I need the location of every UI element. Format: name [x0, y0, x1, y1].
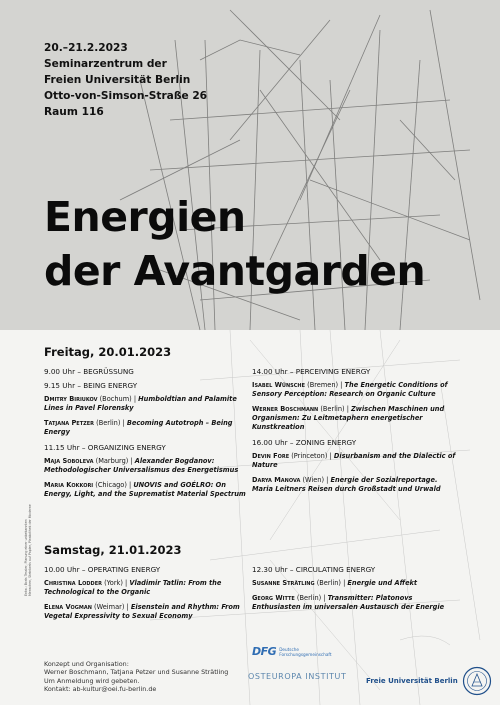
talk-title: Zwischen Maschinen und Organismen: Zu Leitmetaphern energetischer Kunstkreation — [252, 405, 445, 431]
speaker-affiliation: (Bremen) | — [305, 381, 345, 389]
speaker-name: Tatjana Petzer — [44, 419, 95, 427]
talk-title: UNOVIS and GOÉLRO: On Energy, Light, and the Suprematist Material Spectrum — [44, 481, 246, 498]
speaker-affiliation: (Berlin) | — [294, 594, 328, 602]
speaker-name: Elena Vogman — [44, 603, 92, 611]
talk-entry — [44, 579, 249, 597]
time-slot: 11.15 Uhr – ORGANIZING ENERGY — [44, 443, 166, 452]
event-date: 20.–21.2.2023 — [44, 42, 128, 54]
speaker-affiliation: (Weimar) | — [91, 603, 131, 611]
day-heading-saturday: Samstag, 21.01.2023 — [44, 543, 182, 557]
speaker-name: Georg Witte — [252, 594, 295, 602]
speaker-name: Darya Manova — [252, 476, 301, 484]
speaker-name: Maja Soboleva — [44, 457, 94, 465]
event-info — [44, 40, 207, 120]
talk-title: Alexander Bogdanov: Methodologischer Universalismus des Energetismus — [44, 457, 239, 474]
speaker-affiliation: (Berlin) | — [314, 579, 348, 587]
talk-entry — [252, 405, 457, 432]
image-credit: Entw.: Boris Tessler, Planung einer unbekannten Menschen, Steinkreis auf Papier, Pinakothek der Moderne — [24, 504, 33, 596]
speaker-affiliation: (Berlin) | — [94, 419, 127, 427]
speaker-affiliation: (Berlin) | — [318, 405, 352, 413]
speaker-name: Devin Fore — [252, 452, 290, 460]
time-slot: 9.00 Uhr – BEGRÜSSUNG — [44, 367, 134, 376]
org-line: Werner Boschmann, Tatjana Petzer und Susanne Strätling — [44, 668, 229, 677]
org-line: Konzept und Organisation: — [44, 660, 129, 668]
talk-entry — [44, 395, 249, 413]
talk-title: The Energetic Conditions of Sensory Perception: Research on Organic Culture — [252, 381, 448, 398]
talk-entry — [252, 452, 457, 470]
speaker-name: Dmitry Biriukov — [44, 395, 98, 403]
time-slot: 16.00 Uhr – ZONING ENERGY — [252, 438, 357, 447]
talk-title: Humboldtian and Palamite Lines in Pavel Florensky — [44, 395, 237, 412]
speaker-name: Maria Kokkori — [44, 481, 94, 489]
speaker-name: Isabel Wünsche — [252, 381, 306, 389]
contact-email: Kontakt: ab-kultur@oei.fu-berlin.de — [44, 685, 157, 694]
talk-title: Eisenstein and Rhythm: From Vegetal Expressivity to Sexual Economy — [44, 603, 240, 620]
fu-name: Freie Universität Berlin — [366, 677, 458, 685]
talk-entry — [44, 457, 249, 475]
org-line: Um Anmeldung wird gebeten. — [44, 676, 140, 685]
time-slot: 14.00 Uhr – PERCEIVING ENERGY — [252, 367, 371, 376]
speaker-name: Christina Lodder — [44, 579, 102, 587]
speaker-affiliation: (Bochum) | — [97, 395, 139, 403]
talk-title: Vladimir Tatlin: From the Technological to the Organic — [44, 579, 222, 596]
dfg-name-line: Forschungsgemeinschaft — [279, 651, 332, 657]
venue-line: Otto-von-Simson-Straße 26 — [44, 90, 208, 102]
talk-entry — [252, 381, 457, 399]
talk-entry — [44, 481, 249, 499]
dfg-name — [279, 647, 331, 657]
talk-title: Disurbanism and the Dialectic of Nature — [252, 452, 456, 469]
speaker-name: Werner Boschmann — [252, 405, 319, 413]
time-slot: 9.15 Uhr – BEING ENERGY — [44, 381, 138, 390]
poster-title — [44, 190, 425, 298]
talk-entry — [252, 594, 457, 612]
speaker-affiliation: (Wien) | — [300, 476, 331, 484]
day-heading-friday: Freitag, 20.01.2023 — [44, 345, 172, 359]
talk-title: Energie der Sozialreportage. Maria Leitners Reisen durch Großstadt und Urwald — [252, 476, 441, 493]
dfg-name-line: Deutsche — [279, 646, 299, 652]
dfg-logo — [252, 645, 331, 658]
dfg-mark: DFG — [252, 645, 277, 658]
speaker-affiliation: (Marburg) | — [93, 457, 135, 465]
venue-room: Raum 116 — [44, 106, 104, 118]
saturday-left-column — [44, 565, 249, 627]
talk-title: Becoming Autotroph – Being Energy — [44, 419, 233, 436]
talk-entry — [252, 476, 457, 494]
venue-line: Seminarzentrum der — [44, 58, 167, 70]
talk-title: Transmitter: Platonovs Enthusiasten im universalen Austausch der Energie — [252, 594, 445, 611]
speaker-affiliation: (York) | — [101, 579, 130, 587]
talk-entry — [44, 603, 249, 621]
friday-right-column — [252, 367, 457, 500]
saturday-right-column — [252, 565, 457, 618]
speaker-affiliation: (Princeton) | — [289, 452, 334, 460]
fu-seal-icon — [462, 666, 492, 696]
talk-entry — [44, 419, 249, 437]
speaker-affiliation: (Chicago) | — [93, 481, 134, 489]
organisation-info — [44, 660, 228, 694]
venue-line: Freien Universität Berlin — [44, 74, 191, 86]
friday-left-column — [44, 367, 249, 505]
speaker-name: Susanne Strätling — [252, 579, 315, 587]
osteuropa-institut-logo: OSTEUROPA INSTITUT — [248, 672, 347, 681]
title-line: Energien — [44, 193, 246, 241]
fu-berlin-logo — [366, 666, 492, 696]
time-slot: 12.30 Uhr – CIRCULATING ENERGY — [252, 565, 376, 574]
time-slot: 10.00 Uhr – OPERATING ENERGY — [44, 565, 161, 574]
title-line: der Avantgarden — [44, 247, 426, 295]
talk-title: Energie und Affekt — [347, 579, 418, 587]
talk-entry — [252, 579, 457, 588]
